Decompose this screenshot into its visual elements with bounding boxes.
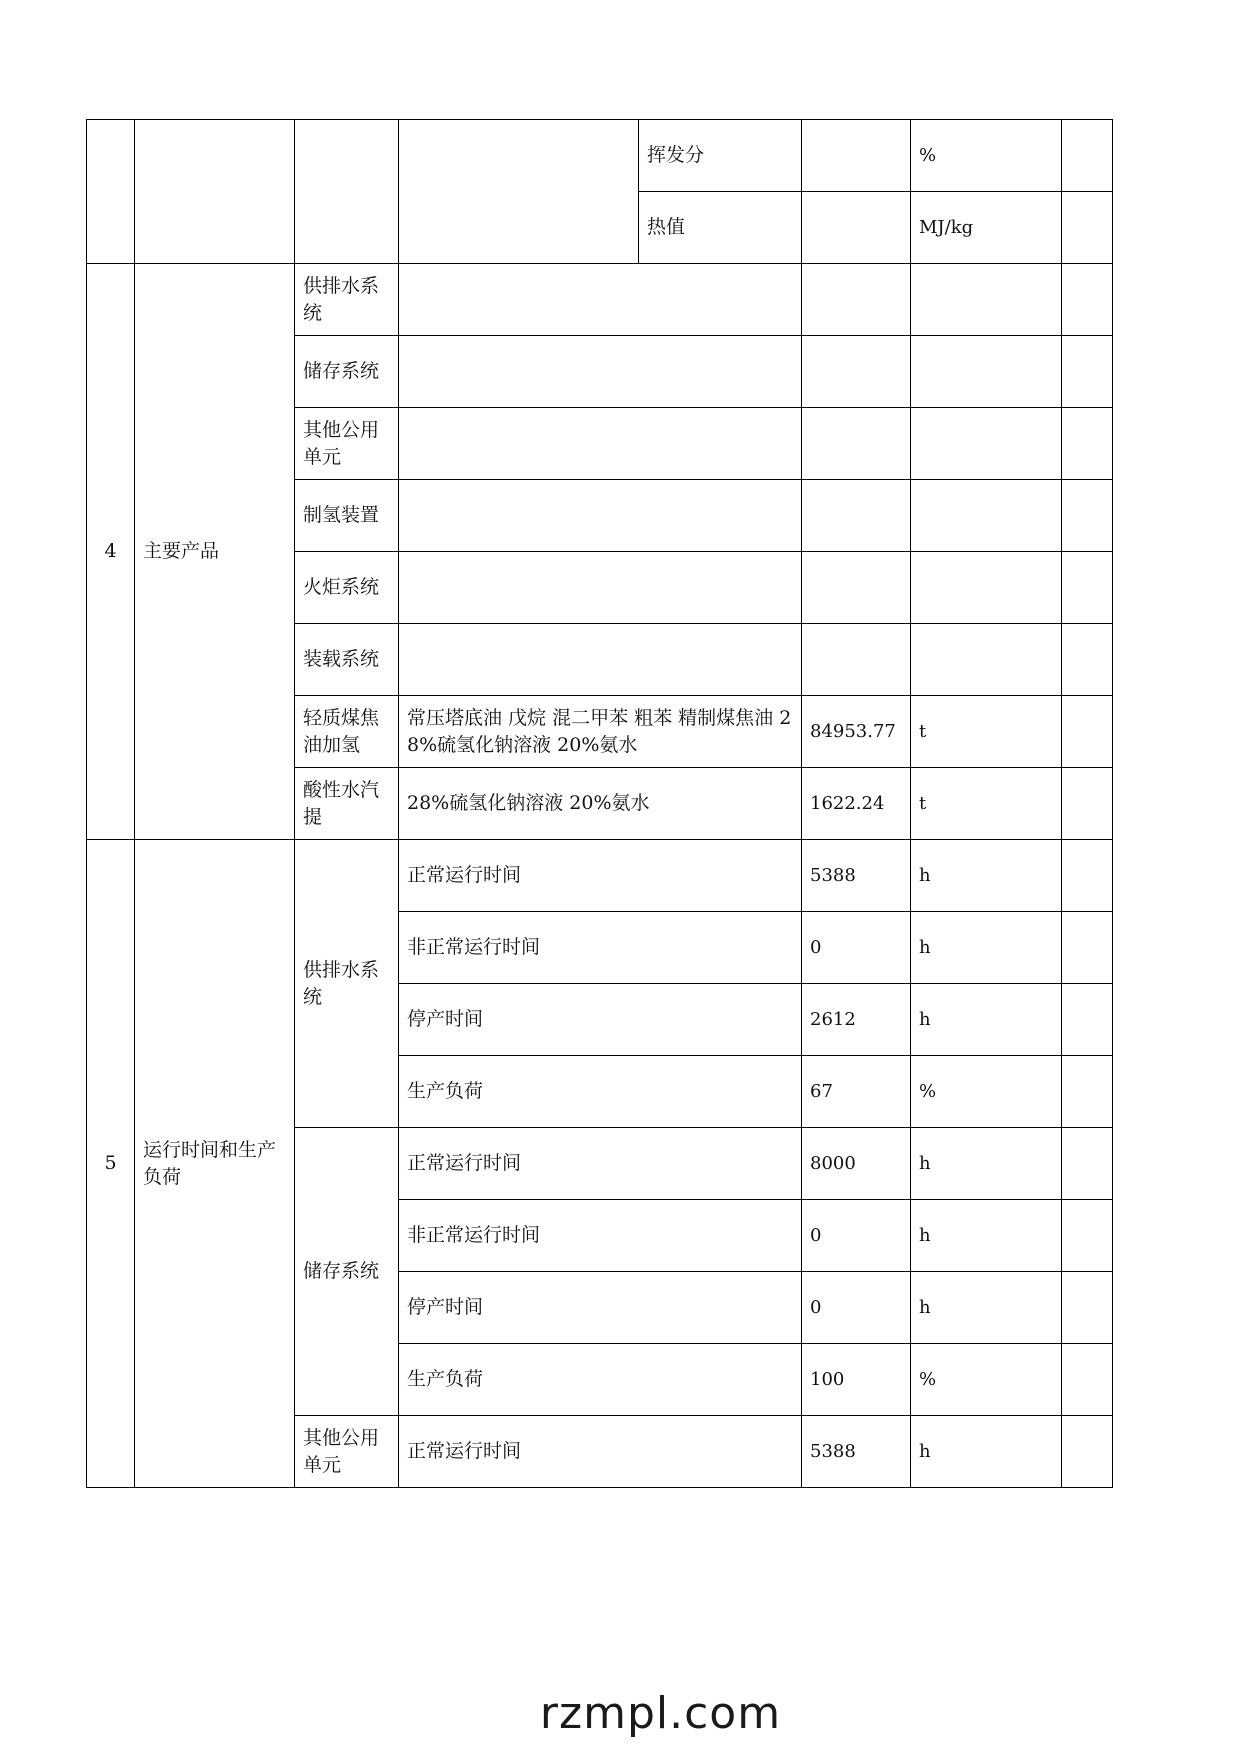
section-number: 5	[87, 840, 135, 1488]
unit-cell: %	[911, 1344, 1062, 1416]
unit-name-cell: 其他公用单元	[295, 408, 399, 480]
remark-cell	[1062, 696, 1113, 768]
item-cell: 生产负荷	[399, 1056, 802, 1128]
products-cell: 28%硫氢化钠溶液 20%氨水	[399, 768, 802, 840]
value-cell: 0	[802, 1272, 911, 1344]
item-cell: 非正常运行时间	[399, 912, 802, 984]
products-cell	[399, 480, 802, 552]
value-cell: 84953.77	[802, 696, 911, 768]
value-cell	[802, 624, 911, 696]
cell-empty	[295, 120, 399, 264]
section-number: 4	[87, 264, 135, 840]
unit-name-cell: 装载系统	[295, 624, 399, 696]
value-cell: 0	[802, 1200, 911, 1272]
value-cell	[802, 264, 911, 336]
unit-cell: %	[911, 1056, 1062, 1128]
data-table	[86, 119, 1113, 1488]
value-cell	[802, 336, 911, 408]
remark-cell	[1062, 480, 1113, 552]
item-cell: 正常运行时间	[399, 1416, 802, 1488]
remark-cell	[1062, 624, 1113, 696]
cell-empty	[399, 120, 639, 264]
value-cell	[802, 408, 911, 480]
item-cell: 停产时间	[399, 984, 802, 1056]
unit-name-cell: 轻质煤焦油加氢	[295, 696, 399, 768]
value-cell: 0	[802, 912, 911, 984]
unit-cell	[911, 408, 1062, 480]
remark-cell	[1062, 1272, 1113, 1344]
remark-cell	[1062, 264, 1113, 336]
remark-cell	[1062, 984, 1113, 1056]
item-cell: 生产负荷	[399, 1344, 802, 1416]
remark-cell	[1062, 1056, 1113, 1128]
unit-cell	[911, 480, 1062, 552]
param-cell: 热值	[639, 192, 802, 264]
unit-cell	[911, 624, 1062, 696]
table-row	[87, 840, 1113, 912]
unit-cell: h	[911, 1416, 1062, 1488]
remark-cell	[1062, 768, 1113, 840]
unit-name-cell: 储存系统	[295, 336, 399, 408]
products-cell: 常压塔底油 戊烷 混二甲苯 粗苯 精制煤焦油 28%硫氢化钠溶液 20%氨水	[399, 696, 802, 768]
value-cell: 100	[802, 1344, 911, 1416]
remark-cell	[1062, 336, 1113, 408]
table-row	[87, 120, 1113, 192]
unit-cell: t	[911, 768, 1062, 840]
remark-cell	[1062, 552, 1113, 624]
section-title: 运行时间和生产负荷	[135, 840, 295, 1488]
products-cell	[399, 552, 802, 624]
unit-cell	[911, 264, 1062, 336]
products-cell	[399, 624, 802, 696]
remark-cell	[1062, 840, 1113, 912]
remark-cell	[1062, 912, 1113, 984]
remark-cell	[1062, 1128, 1113, 1200]
unit-cell: h	[911, 912, 1062, 984]
remark-cell	[1062, 1344, 1113, 1416]
value-cell	[802, 192, 911, 264]
value-cell	[802, 120, 911, 192]
cell-empty	[87, 120, 135, 264]
item-cell: 非正常运行时间	[399, 1200, 802, 1272]
remark-cell	[1062, 192, 1113, 264]
item-cell: 正常运行时间	[399, 1128, 802, 1200]
value-cell	[802, 552, 911, 624]
watermark-text: rzmpl.com	[539, 1688, 782, 1739]
value-cell: 5388	[802, 840, 911, 912]
unit-cell	[911, 552, 1062, 624]
unit-name-cell: 制氢装置	[295, 480, 399, 552]
item-cell: 停产时间	[399, 1272, 802, 1344]
unit-cell: t	[911, 696, 1062, 768]
value-cell	[802, 480, 911, 552]
unit-name-cell: 酸性水汽提	[295, 768, 399, 840]
unit-cell: h	[911, 984, 1062, 1056]
unit-cell: h	[911, 1128, 1062, 1200]
value-cell: 5388	[802, 1416, 911, 1488]
remark-cell	[1062, 1200, 1113, 1272]
unit-cell	[911, 336, 1062, 408]
value-cell: 8000	[802, 1128, 911, 1200]
remark-cell	[1062, 1416, 1113, 1488]
section-title: 主要产品	[135, 264, 295, 840]
value-cell: 2612	[802, 984, 911, 1056]
products-cell	[399, 408, 802, 480]
products-cell	[399, 264, 802, 336]
products-cell	[399, 336, 802, 408]
unit-cell: h	[911, 1200, 1062, 1272]
remark-cell	[1062, 120, 1113, 192]
item-cell: 正常运行时间	[399, 840, 802, 912]
param-cell: 挥发分	[639, 120, 802, 192]
table-row	[87, 264, 1113, 336]
value-cell: 67	[802, 1056, 911, 1128]
unit-name-cell: 储存系统	[295, 1128, 399, 1416]
value-cell: 1622.24	[802, 768, 911, 840]
unit-name-cell: 火炬系统	[295, 552, 399, 624]
unit-cell: %	[911, 120, 1062, 192]
remark-cell	[1062, 408, 1113, 480]
unit-name-cell: 供排水系统	[295, 264, 399, 336]
unit-name-cell: 其他公用单元	[295, 1416, 399, 1488]
unit-name-cell: 供排水系统	[295, 840, 399, 1128]
unit-cell: h	[911, 1272, 1062, 1344]
cell-empty	[135, 120, 295, 264]
unit-cell: h	[911, 840, 1062, 912]
unit-cell: MJ/kg	[911, 192, 1062, 264]
